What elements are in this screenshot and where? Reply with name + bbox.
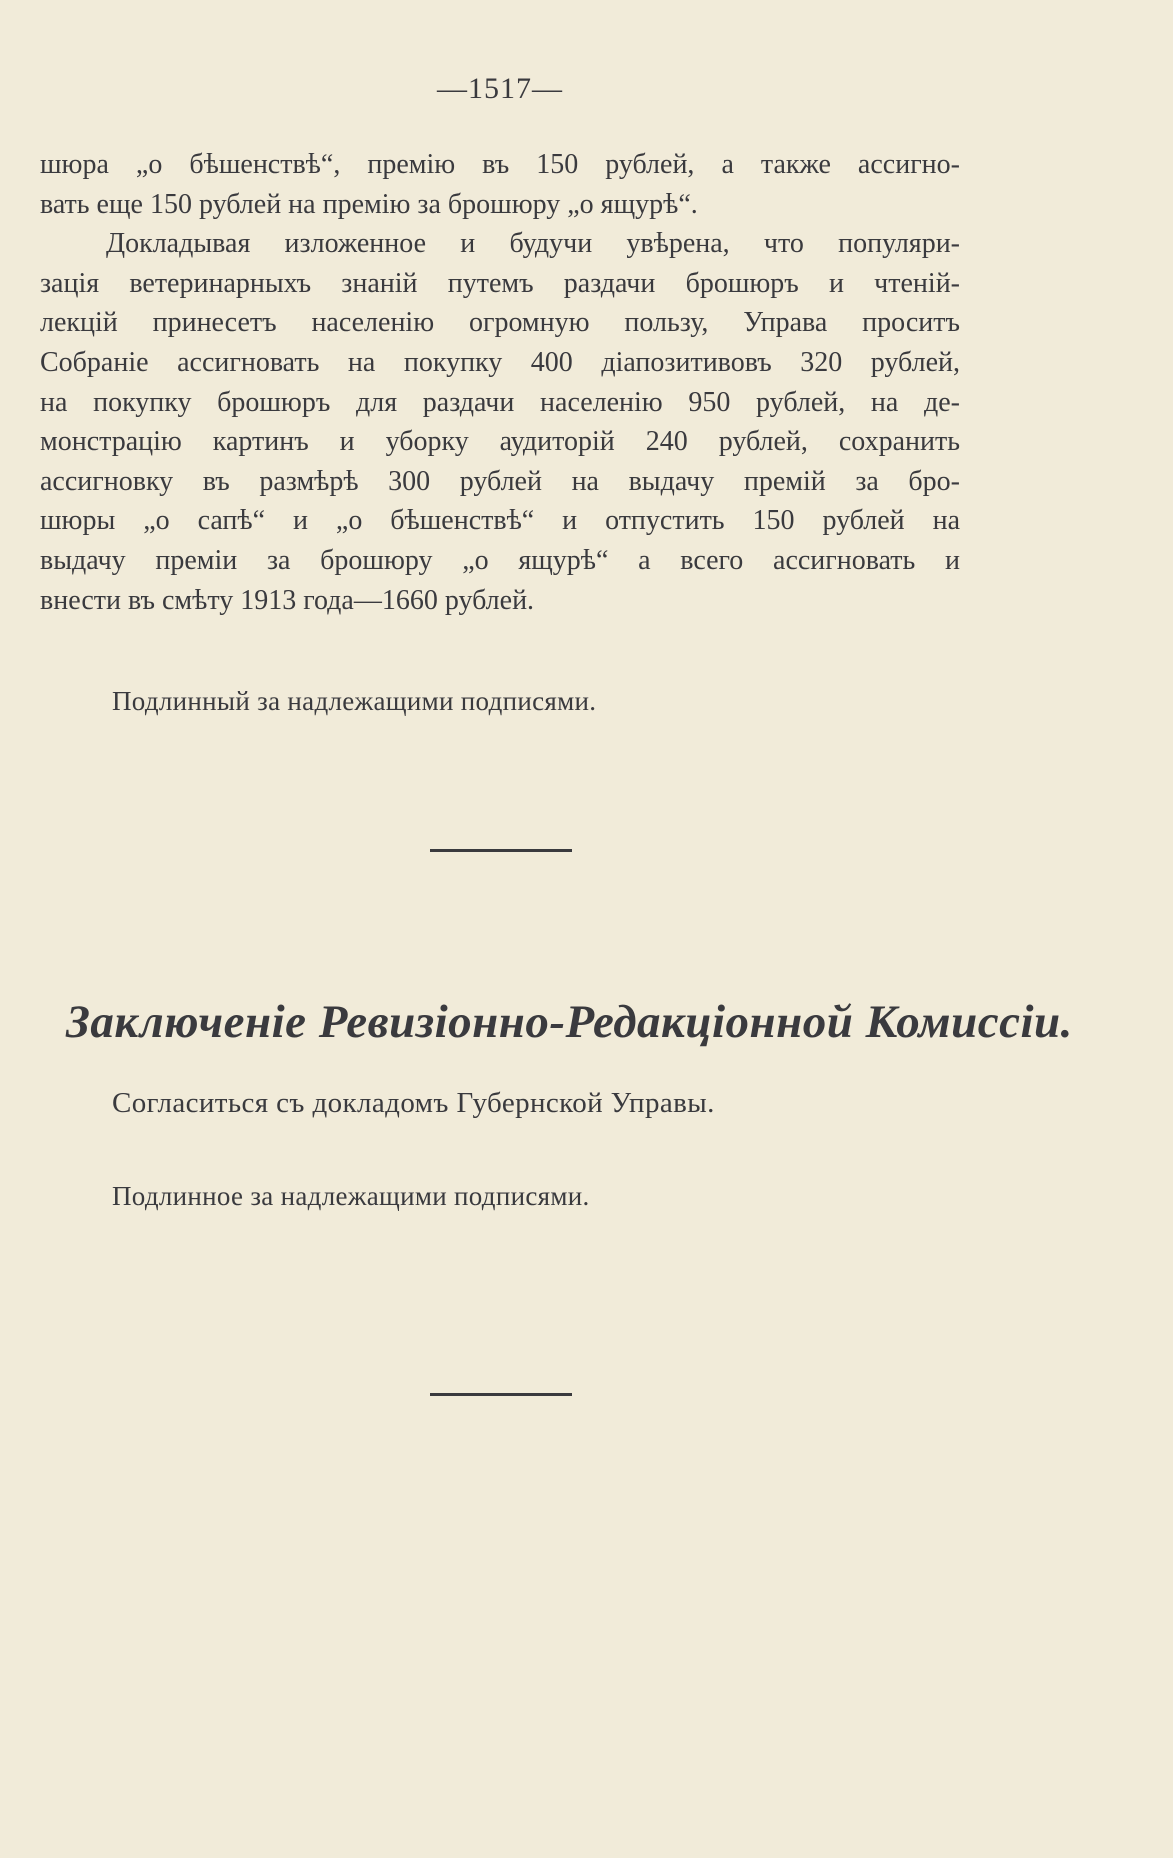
page-number: —1517—	[437, 72, 563, 105]
paragraph-line: шюра „о бѣшенствѣ“, премію въ 150 рублей, а также ассигно-	[40, 149, 960, 180]
signature-note-1: Подлинный за надлежащими подписями.	[112, 686, 597, 716]
commission-heading: Заключеніе Ревизіонно-Редакціонной Комиссіи.	[66, 996, 1073, 1048]
paragraph-line: на покупку брошюръ для раздачи населенію 950 рублей, на де-	[40, 386, 960, 418]
paragraph-line: зація ветеринарныхъ знаній путемъ раздачи брошюръ и чтеній-	[40, 267, 960, 299]
paragraph-line: внести въ смѣту 1913 года—1660 рублей.	[40, 584, 535, 616]
paragraph-line: лекцій принесетъ населенію огромную пользу, Управа проситъ	[40, 307, 960, 339]
paragraph-line: шюры „о сапѣ“ и „о бѣшенствѣ“ и отпустить 150 рублей на	[40, 505, 960, 537]
report-paragraph	[40, 145, 960, 620]
paragraph-line: Докладывая изложенное и будучи увѣрена, что популяри-	[106, 228, 960, 260]
section-divider-1	[430, 849, 572, 852]
paragraph-line: вать еще 150 рублей на премію за брошюру „о ящурѣ“.	[40, 188, 698, 220]
paragraph-line: Собраніе ассигновать на покупку 400 діапозитивовъ 320 рублей,	[40, 346, 960, 378]
paragraph-line: выдачу преміи за брошюру „о ящурѣ“ а всего ассигновать и	[40, 544, 960, 576]
commission-resolution: Согласиться съ докладомъ Губернской Управы.	[112, 1087, 715, 1119]
section-divider-2	[430, 1393, 572, 1396]
paragraph-line: монстрацію картинъ и уборку аудиторій 240 рублей, сохранить	[40, 426, 960, 458]
signature-note-2: Подлинное за надлежащими подписями.	[112, 1181, 590, 1211]
paragraph-line: ассигновку въ размѣрѣ 300 рублей на выдачу премій за бро-	[40, 465, 960, 497]
